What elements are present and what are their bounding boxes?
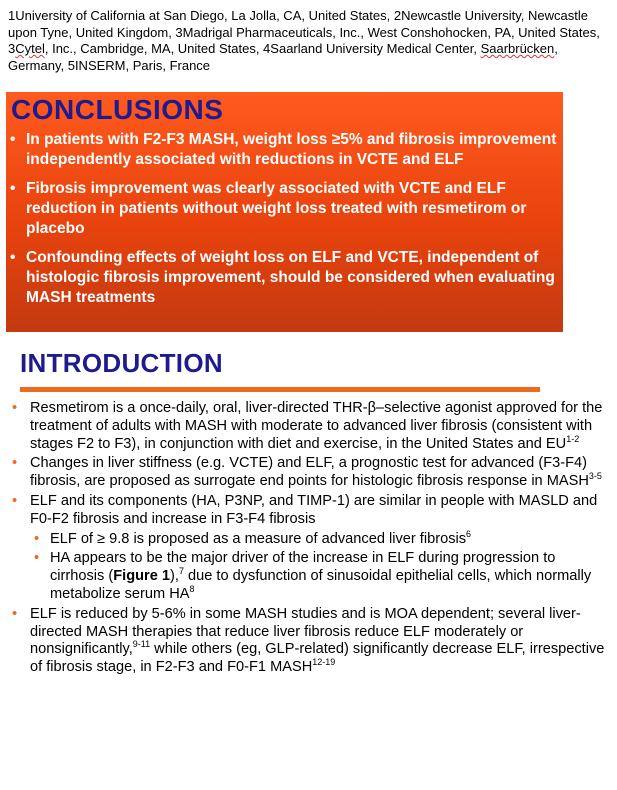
reference-sup: 9-11 — [132, 639, 151, 650]
bullet-text: Changes in liver stiffness (e.g. VCTE) and ELF, a prognostic test for advanced (F3-F4) fibrosis, are proposed as surrogate end points for histologic fibrosis response in MASH — [30, 455, 589, 490]
intro-bullet-liver-stiffness — [8, 455, 608, 491]
reference-sup: 12-19 — [312, 657, 336, 668]
figure-reference: Figure 1 — [113, 568, 171, 585]
heading-divider — [20, 387, 540, 392]
bullet-text: while others (eg, GLP-related) significantly decrease ELF, irrespective of fibrosis stage, in F2-F3 and F0-F1 MASH — [30, 641, 605, 676]
introduction-heading: INTRODUCTION — [20, 348, 223, 378]
introduction-list — [8, 400, 608, 677]
affiliations-text: 1University of California at San Diego, La Jolla, CA, United States, 2Newcastle University, Newcastle upon Tyne, United Kingdom, 3Madrigal Pharmaceuticals, Inc., West Conshohocken, PA, United States, 3 — [8, 8, 600, 56]
intro-subbullet-elf-threshold — [8, 528, 608, 549]
intro-bullet-resmetirom — [8, 400, 608, 453]
conclusion-item: • Confounding effects of weight loss on ELF and VCTE, independent of histologic fibrosis improvement, should be considered when evaluating MASH treatments — [6, 248, 561, 308]
bullet-text: HA appears to be the major driver of the increase in ELF during progression to cirrhosis ( — [50, 550, 556, 585]
conclusions-panel — [6, 92, 563, 332]
conclusions-heading: CONCLUSIONS — [11, 94, 224, 125]
affiliations — [8, 8, 608, 74]
intro-subbullet-ha-driver — [8, 550, 608, 603]
reference-sup: 7 — [178, 566, 184, 577]
bullet-text: ELF is reduced by 5-6% in some MASH studies and is MOA dependent; several liver-directed MASH therapies that reduce liver fibrosis reduce ELF moderately or nonsignificantly, — [30, 605, 581, 658]
bullet-text: ELF and its components (HA, P3NP, and TIMP-1) are similar in people with MASLD and F0-F2 fibrosis and increase in F3-F4 fibrosis — [30, 492, 598, 527]
conclusion-item: • In patients with F2-F3 MASH, weight loss ≥5% and fibrosis improvement independently associated with reductions in VCTE and ELF — [6, 130, 561, 170]
conclusions-list — [6, 130, 561, 317]
intro-bullet-elf-components — [8, 493, 608, 529]
intro-bullet-elf-reduction — [8, 606, 608, 677]
spellcheck-word-saarbrucken: Saarbrücken — [480, 41, 555, 56]
reference-sup: 1-2 — [566, 433, 580, 444]
reference-sup: 8 — [189, 583, 195, 594]
reference-sup: 3-5 — [588, 471, 602, 482]
bullet-text: Resmetirom is a once-daily, oral, liver-directed THR-β–selective agonist approved for the treatment of adults with MASH with moderate to advanced liver fibrosis (consistent with stages F2 to F3), in conjunction with diet and exercise, in the United States and EU — [30, 400, 603, 452]
affiliations-text-end: , Germany, 5INSERM, Paris, France — [8, 41, 558, 73]
bullet-text: ELF of ≥ 9.8 is proposed as a measure of advanced liver fibrosis — [50, 530, 467, 547]
affiliations-text-mid: , Inc., Cambridge, MA, United States, 4Saarland University Medical Center, — [44, 41, 481, 56]
conclusion-item: • Fibrosis improvement was clearly associated with VCTE and ELF reduction in patients without weight loss treated with resmetirom or placebo — [6, 179, 561, 239]
bullet-text: due to dysfunction of sinusoidal epithelial cells, which normally metabolize serum HA — [50, 568, 592, 602]
introduction-section — [8, 400, 608, 679]
bullet-text: ), — [170, 568, 179, 585]
spellcheck-word-cytel: Cytel — [15, 41, 45, 56]
reference-sup: 6 — [466, 528, 472, 539]
